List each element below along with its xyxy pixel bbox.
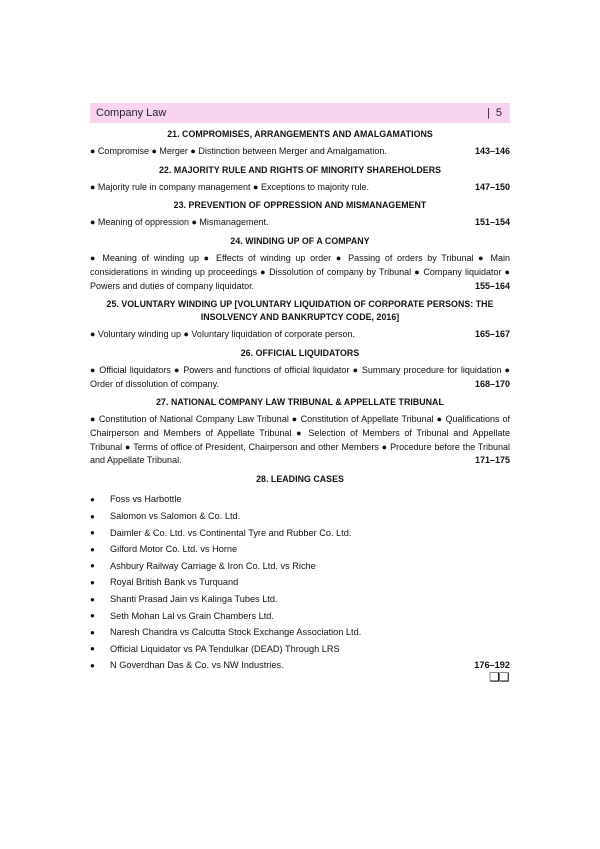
case-name: Royal British Bank vs Turquand — [110, 577, 239, 588]
chapter-title: 25. VOLUNTARY WINDING UP [VOLUNTARY LIQUIDATION OF CORPORATE PERSONS: THE INSOLVENCY AND BANKRUPTCY CODE, 2016] — [106, 299, 494, 323]
case-item — [90, 558, 510, 575]
page-range: 147–150 — [474, 181, 510, 192]
page-range: 143–146 — [474, 146, 510, 156]
topics-text: ● Compromise ● Merger ● Distinction between Merger and Amalgamation. — [90, 146, 387, 156]
bullet-icon: ● — [90, 494, 95, 504]
chapter-title: 21. COMPROMISES, ARRANGEMENTS AND AMALGAMATIONS — [167, 129, 433, 139]
running-header — [90, 103, 510, 123]
case-name: Seth Mohan Lal vs Grain Chambers Ltd. — [110, 610, 274, 621]
page-range: 168–170 — [474, 378, 510, 389]
page-number: 5 — [495, 107, 502, 119]
page-range: 155–164 — [474, 280, 510, 291]
case-name: Naresh Chandra vs Calcutta Stock Exchange Association Ltd. — [110, 627, 362, 638]
bullet-icon: ● — [90, 660, 95, 670]
bullet-icon: ● — [90, 528, 95, 538]
chapter-topics — [90, 364, 510, 391]
chapter-topics — [90, 216, 510, 230]
bullet-icon: ● — [90, 611, 95, 621]
page-range: 151–154 — [474, 217, 510, 228]
end-of-section-mark: ❑❑ — [489, 670, 509, 684]
bullet-icon: ● — [90, 511, 95, 521]
chapter-topics — [90, 145, 510, 159]
leading-cases-title: 28. LEADING CASES — [256, 474, 344, 485]
header-page-info — [487, 107, 504, 119]
case-name: Foss vs Harbottle — [110, 494, 182, 505]
bullet-icon: ● — [90, 627, 95, 637]
page-range: 171–175 — [474, 455, 510, 466]
header-separator: | — [487, 107, 490, 119]
case-item — [90, 491, 510, 508]
chapter-title: 26. OFFICIAL LIQUIDATORS — [240, 347, 360, 358]
case-item — [90, 508, 510, 525]
bullet-icon: ● — [90, 644, 95, 654]
chapter-title: 22. MAJORITY RULE AND RIGHTS OF MINORITY SHAREHOLDERS — [158, 164, 442, 175]
case-name: Shanti Prasad Jain vs Kalinga Tubes Ltd. — [110, 594, 278, 604]
case-name: Ashbury Railway Carriage & Iron Co. Ltd. vs Riche — [110, 560, 316, 571]
case-item — [90, 640, 510, 657]
chapter-topics — [90, 181, 510, 195]
topics-text: ● Meaning of winding up ● Effects of winding up order ● Passing of orders by Tribunal ● Main considerations in winding up proceedings ● Dissolution of company by Tribunal ● Company liquidator ● Powers and duties of company liquidator. — [90, 253, 510, 291]
bullet-icon: ● — [90, 577, 95, 587]
topics-text: ● Official liquidators ● Powers and functions of official liquidator ● Summary procedure for liquidation ● Order of dissolution of company. — [90, 364, 510, 389]
bullet-icon: ● — [90, 561, 95, 571]
contents-page — [90, 103, 510, 674]
bullet-icon: ● — [90, 544, 95, 554]
case-item — [90, 524, 510, 541]
page-range: 176–192 — [474, 660, 510, 671]
case-name: N Goverdhan Das & Co. vs NW Industries. — [110, 660, 284, 671]
case-name: Gilford Motor Co. Ltd. vs Horne — [110, 544, 238, 555]
chapter-list — [90, 128, 510, 468]
topics-text: ● Majority rule in company management ● Exceptions to majority rule. — [90, 181, 369, 192]
case-item — [90, 591, 510, 608]
chapter-topics — [90, 252, 510, 293]
case-item — [90, 624, 510, 641]
book-title: Company Law — [96, 107, 167, 119]
topics-text: ● Constitution of National Company Law Tribunal ● Constitution of Appellate Tribunal ● Qualifications of Chairperson and Members of Appellate Tribunal ● Selection of Members of Tribunal and Appellate Tribunal ● Terms of office of President, Chairperson and other Members ● Procedure before the Tribunal and Appellate Tribunal. — [90, 414, 510, 466]
chapter-title: 24. WINDING UP OF A COMPANY — [230, 236, 370, 247]
bullet-icon: ● — [90, 594, 95, 604]
case-item — [90, 574, 510, 591]
case-item — [90, 657, 510, 674]
case-name: Daimler & Co. Ltd. vs Continental Tyre and Rubber Co. Ltd. — [110, 527, 352, 538]
chapter-title: 27. NATIONAL COMPANY LAW TRIBUNAL & APPELLATE TRIBUNAL — [156, 397, 444, 408]
chapter-topics — [90, 328, 510, 342]
topics-text: ● Meaning of oppression ● Mismanagement. — [90, 217, 269, 228]
chapter-title: 23. PREVENTION OF OPPRESSION AND MISMANAGEMENT — [173, 200, 427, 211]
case-item — [90, 607, 510, 624]
chapter-topics — [90, 413, 510, 468]
case-name: Official Liquidator vs PA Tendulkar (DEAD) Through LRS — [110, 643, 340, 654]
case-name: Salomon vs Salomon & Co. Ltd. — [110, 511, 241, 522]
page-range: 165–167 — [474, 329, 510, 340]
topics-text: ● Voluntary winding up ● Voluntary liquidation of corporate person. — [90, 329, 356, 340]
leading-cases-list — [90, 491, 510, 674]
case-item — [90, 541, 510, 558]
